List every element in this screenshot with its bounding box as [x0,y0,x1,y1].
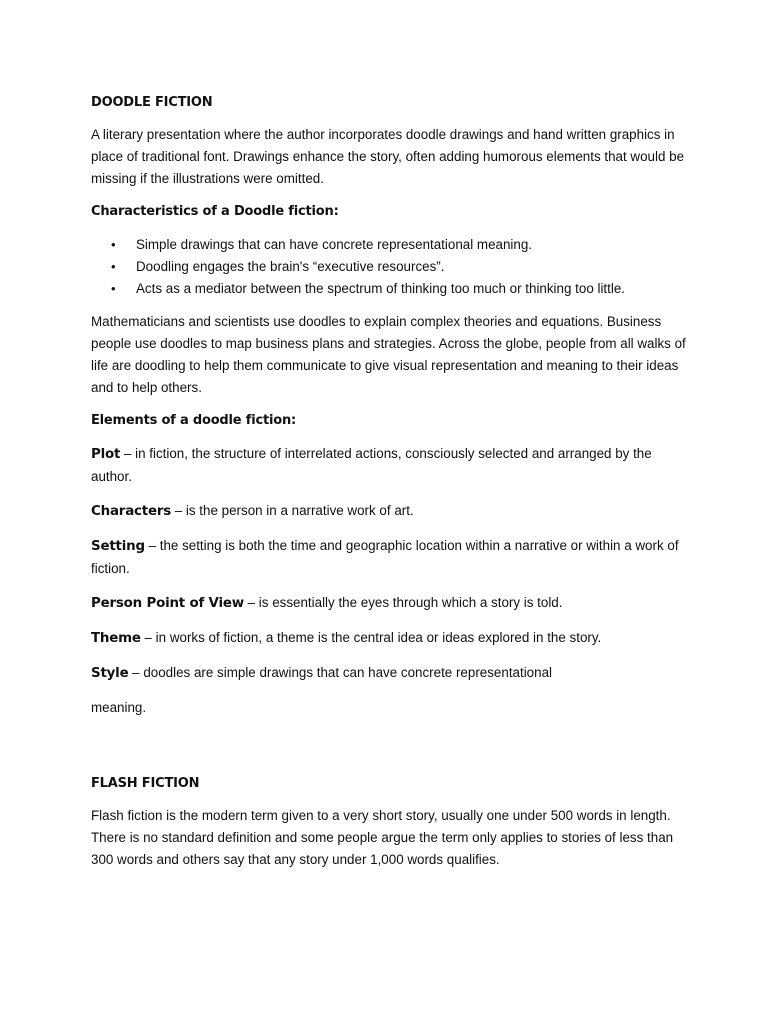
section-spacer [91,731,691,775]
element-definition: – in fiction, the structure of interrelated actions, consciously selected and arranged by the author. [91,446,652,484]
list-item-text: Acts as a mediator between the spectrum of thinking too much or thinking too little. [136,281,626,296]
element-definition: – is the person in a narrative work of art. [171,503,414,518]
characteristics-heading: Characteristics of a Doodle fiction: [91,204,339,219]
element-term: Style [91,666,129,681]
element-term: Plot [91,447,121,462]
list-item [91,234,691,256]
doodle-usage-paragraph: Mathematicians and scientists use doodles to explain complex theories and equations. Business people use doodles to map business plans and strategies. Across the globe, people from all walks of life are doodling to help them communicate to give visual representation and meaning to their ideas and to help others. [91,314,686,395]
element-definition: – in works of fiction, a theme is the central idea or ideas explored in the story. [140,630,602,645]
element-style-continuation: meaning. [91,700,147,715]
bullet-icon: • [111,281,116,296]
element-term: Characters [91,504,172,519]
element-style [91,662,691,685]
flash-fiction-body: Flash fiction is the modern term given to a very short story, usually one under 500 words in length. There is no standard definition and some people argue the term only applies to stories of less than 300 words and others say that any story under 1,000 words qualifies. [91,808,674,867]
elements-heading: Elements of a doodle fiction: [91,413,297,428]
element-setting [91,535,691,580]
element-term: Theme [91,631,141,646]
doodle-fiction-intro: A literary presentation where the author incorporates doodle drawings and hand written graphics in place of traditional font. Drawings enhance the story, often adding humorous elements that would be missing if the illustrations were omitted. [91,127,685,186]
list-item-text: Doodling engages the brain's “executive resources”. [136,259,445,274]
list-item [91,278,691,300]
list-item-text: Simple drawings that can have concrete representational meaning. [136,237,532,252]
element-plot [91,443,691,488]
element-definition: – the setting is both the time and geographic location within a narrative or within a work of fiction. [91,538,679,576]
element-point-of-view [91,592,691,615]
doodle-fiction-title: DOODLE FICTION [91,95,213,110]
element-term: Person Point of View [91,596,244,611]
element-definition: – is essentially the eyes through which a story is told. [243,595,563,610]
document-page [91,94,691,883]
bullet-icon: • [111,237,116,252]
characteristics-list [91,234,691,300]
list-item [91,256,691,278]
element-term: Setting [91,539,145,554]
flash-fiction-title: FLASH FICTION [91,776,200,791]
element-theme [91,627,691,650]
bullet-icon: • [111,259,116,274]
element-definition: – doodles are simple drawings that can have concrete representational [128,665,552,680]
element-characters [91,500,691,523]
